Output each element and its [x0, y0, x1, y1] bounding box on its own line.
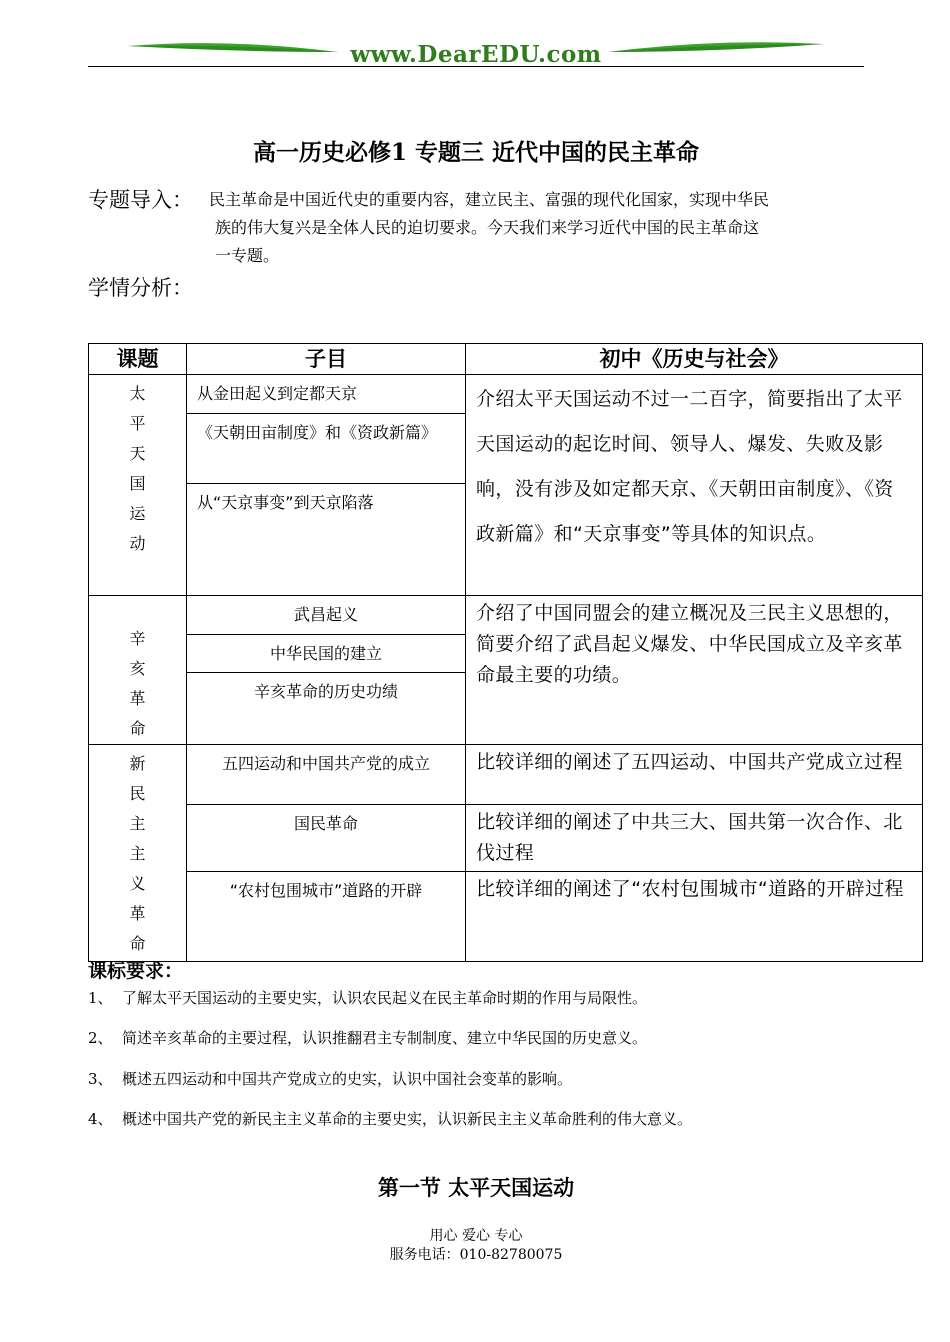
subtopic-cell: 辛亥革命的历史功绩 — [187, 672, 466, 745]
subtopic-cell: 从“天京事变”到天京陷落 — [187, 484, 466, 596]
intro-line-2: 族的伟大复兴是全体人民的迫切要求。今天我们来学习近代中国的民主革命这 — [215, 218, 760, 237]
subtopic-cell: 五四运动和中国共产党的成立 — [187, 745, 466, 805]
subtopic-cell: 从金田起义到定都天京 — [187, 375, 466, 414]
standard-item-4: 4、 概述中国共产党的新民主主义革命的主要史实，认识新民主主义革命胜利的伟大意义。 — [88, 1110, 693, 1128]
table-row — [89, 375, 923, 414]
table-header-row — [89, 344, 923, 375]
page-footer — [88, 1227, 864, 1265]
intro-label: 专题导入： — [88, 188, 193, 212]
standards-label: 课标要求： — [88, 960, 184, 982]
table-row — [89, 745, 923, 805]
header-divider — [88, 66, 864, 67]
topic-new-democratic: 新 民 主 主 义 革 命 — [89, 745, 187, 962]
course-table — [88, 343, 923, 962]
subtopic-cell: 中华民国的建立 — [187, 635, 466, 672]
subtopic-cell: 《天朝田亩制度》和《资政新篇》 — [187, 414, 466, 484]
standard-item-1: 1、 了解太平天国运动的主要史实，认识农民起义在民主革命时期的作用与局限性。 — [88, 989, 648, 1007]
description-cell: 比较详细的阐述了“农村包围城市“道路的开辟过程 — [466, 872, 923, 962]
subtopic-cell: 武昌起义 — [187, 596, 466, 635]
footer-phone: 服务电话：010-82780075 — [389, 1247, 563, 1263]
intro-line-1: 民主革命是中国近代史的重要内容，建立民主、富强的现代化国家，实现中华民 — [209, 190, 770, 209]
table-row — [89, 872, 923, 962]
table-row — [89, 596, 923, 635]
intro-line-3: 一专题。 — [215, 246, 280, 265]
description-cell: 介绍了中国同盟会的建立概况及三民主义思想的，简要介绍了武昌起义爆发、中华民国成立及辛亥革命最主要的功绩。 — [466, 596, 923, 745]
standard-item-2: 2、 简述辛亥革命的主要过程，认识推翻君主专制制度、建立中华民国的历史意义。 — [88, 1029, 648, 1047]
header-subtopic: 子目 — [187, 344, 466, 375]
topic-taiping: 太 平 天 国 运 动 — [89, 375, 187, 596]
description-cell: 比较详细的阐述了五四运动、中国共产党成立过程 — [466, 745, 923, 805]
table-row — [89, 805, 923, 872]
site-logo-text: www.DearEDU.com — [350, 41, 602, 68]
section-title: 第一节 太平天国运动 — [377, 1176, 575, 1200]
topic-xinhai: 辛 亥 革 命 — [89, 596, 187, 745]
description-cell: 介绍太平天国运动不过一二百字，简要指出了太平天国运动的起讫时间、领导人、爆发、失败及影响，没有涉及如定都天京、《天朝田亩制度》、《资政新篇》和“天京事变”等具体的知识点。 — [466, 375, 923, 596]
intro-text — [209, 186, 869, 270]
header-banner — [88, 30, 864, 70]
document-title: 高一历史必修1 专题三 近代中国的民主革命 — [252, 139, 700, 166]
footer-slogan: 用心 爱心 专心 — [429, 1228, 523, 1244]
analysis-label: 学情分析： — [88, 276, 193, 300]
header-junior: 初中《历史与社会》 — [466, 344, 923, 375]
subtopic-cell: “农村包围城市”道路的开辟 — [187, 872, 466, 962]
header-topic: 课题 — [89, 344, 187, 375]
description-cell: 比较详细的阐述了中共三大、国共第一次合作、北伐过程 — [466, 805, 923, 872]
standard-item-3: 3、 概述五四运动和中国共产党成立的史实，认识中国社会变革的影响。 — [88, 1070, 573, 1088]
subtopic-cell: 国民革命 — [187, 805, 466, 872]
